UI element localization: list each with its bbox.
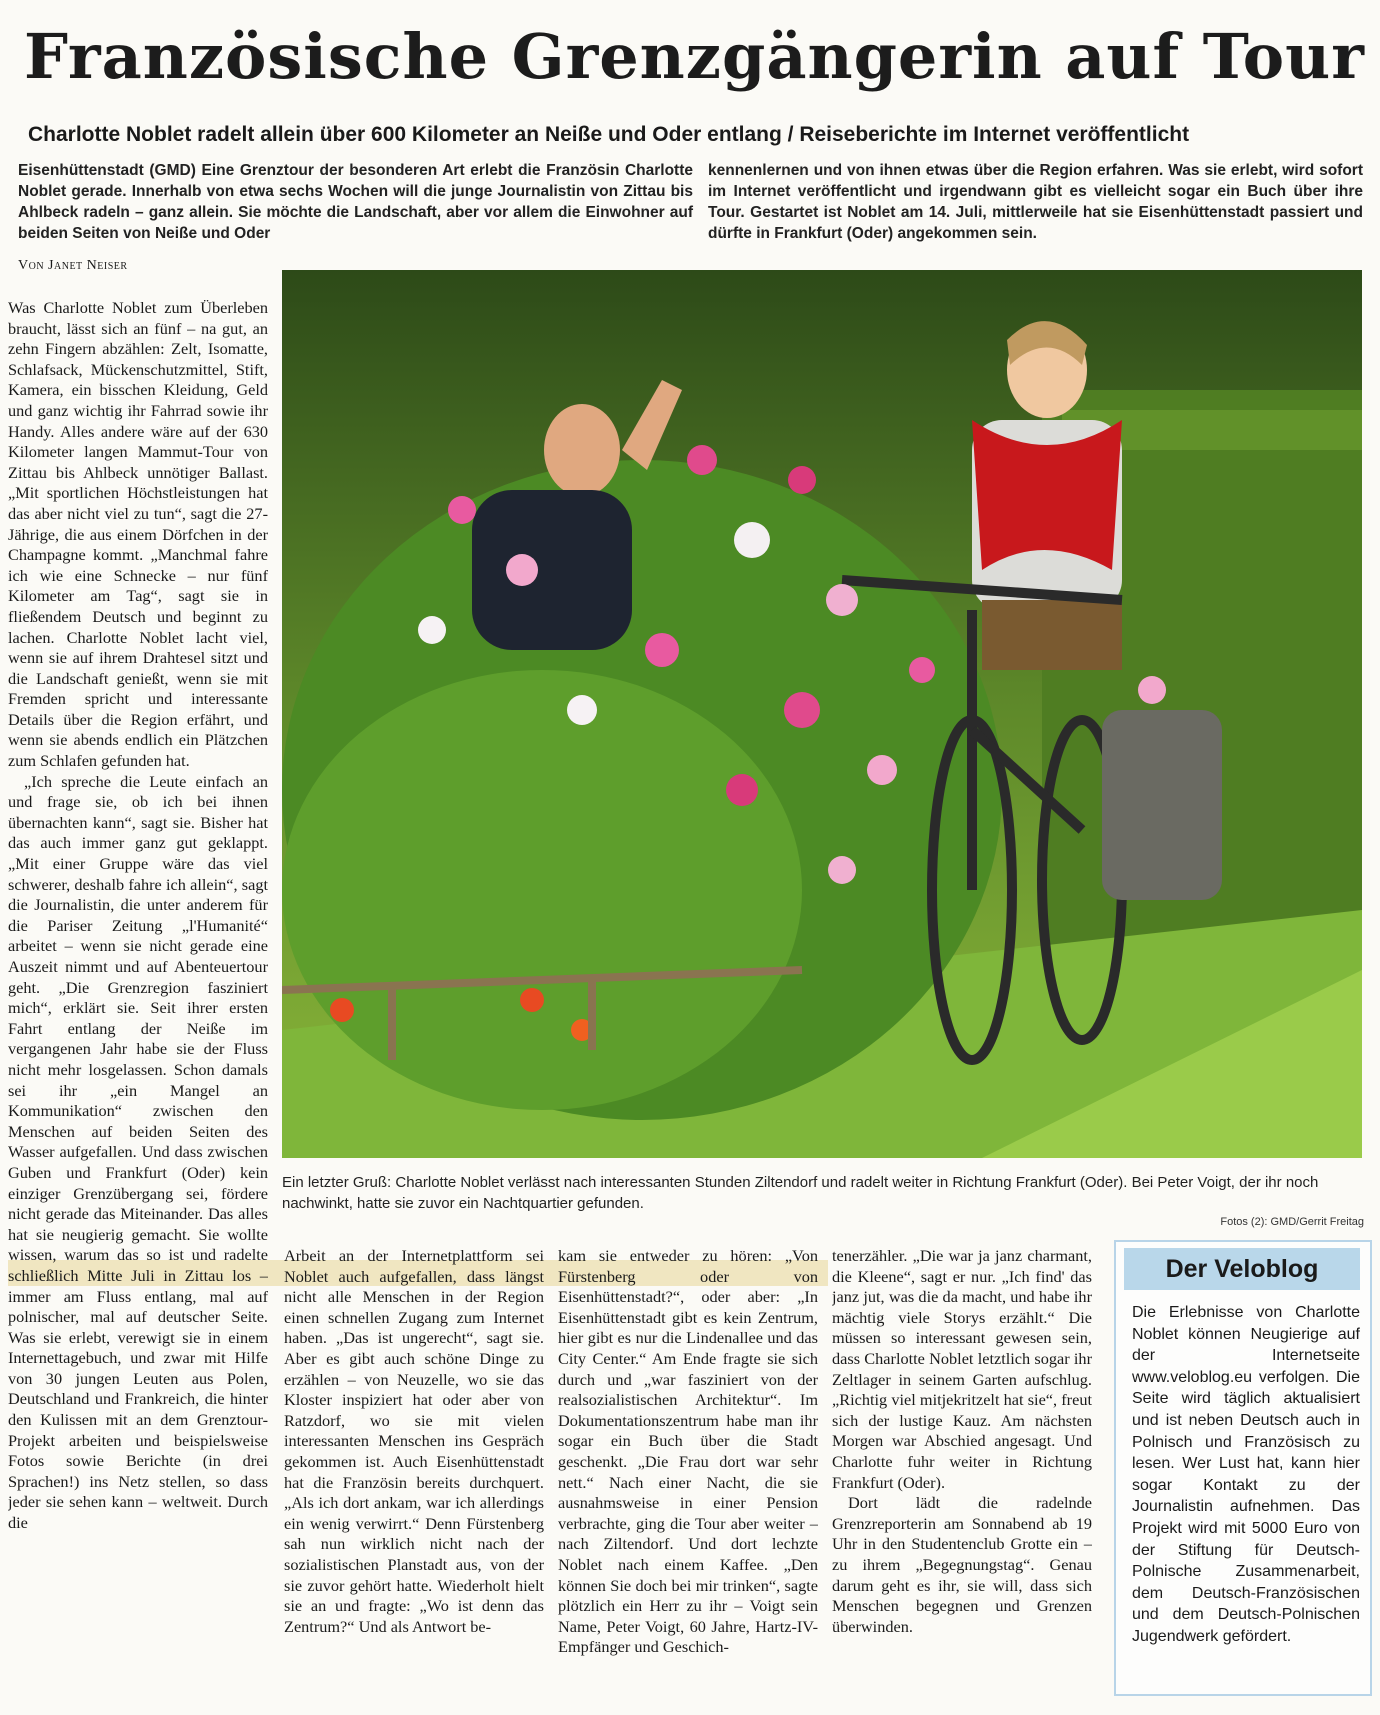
lead-paragraph-right: kennenlernen und von ihnen etwas über die Region erfahren. Was sie erlebt, wird sofort im Internet veröffentlicht und irgendwann gibt es vielleicht sogar ein Buch über ihre Tour. Gestartet ist Noblet am 14. Juli, mittlerweile hat sie Eisenhüttenstadt passiert und dürfte in Frankfurt (Oder) angekommen sein. — [708, 162, 1363, 242]
article-column-2 — [284, 1246, 544, 1711]
man-head — [544, 404, 620, 496]
photo-illustration — [282, 270, 1362, 1158]
article-column-1 — [8, 298, 268, 1708]
body-paragraph: Dort lädt die radelnde Grenzreporterin am Sonnabend ab 19 Uhr in den Studentenclub Grotte ein – zu ihrem „Begegnungstag“. Genau darum geht es ihr, sie will, dass sich Menschen begegnen und Grenzen überwinden. — [832, 1493, 1092, 1636]
body-paragraph: „Ich spreche die Leute einfach an und frage sie, ob ich bei ihnen übernachten kann“, sagt sie. Bisher hat das auch immer ganz gut geklappt. „Mit einer Gruppe wäre das viel schwerer, deshalb fahre ich allein“, sagt die Journalistin, die unter anderem für die Pariser Zeitung „l'Humanité“ arbeitet – wenn sie nicht gerade eine Auszeit nimmt und auf Abenteuertour geht. „Die Grenzregion fasziniert mich“, erklärt sie. Seit ihrer ersten Fahrt entlang der Neiße im vergangenen Jahr habe sie der Fluss nicht mehr losgelassen. Schon damals sei ihr „ein Mangel an Kommunikation“ zwischen den Menschen auf beiden Seiten des Wasser aufgefallen. Und dass zwischen Guben und Frankfurt (Oder) kein einziger Grenzübergang sei, fördere nicht gerade das Miteinander. Das alles hat sie neugierig gemacht. Sie wollte wissen, warum das so ist und radelte schließlich Mitte Juli in Zittau los – immer am Fluss entlang, mal auf polnischer, mal auf deutscher Seite. Was sie erlebt, verewigt sie in einem Internettagebuch, und zwar mit Hilfe von 30 jungen Leuten aus Polen, Deutschland und Frankreich, die hinter den Kulissen mit an dem Grenztour-Projekt arbeiten und beispielsweise Fotos sowie Berichte (in drei Sprachen!) ins Netz stellen, so dass jeder sie sehen kann – weltweit. Durch die — [8, 771, 268, 1533]
veloblog-title: Der Veloblog — [1124, 1248, 1360, 1290]
article-column-4 — [832, 1246, 1092, 1711]
article-column-3 — [558, 1246, 818, 1711]
saddle-bag — [1102, 710, 1222, 900]
subheadline: Charlotte Noblet radelt allein über 600 Kilometer an Neiße und Oder entlang / Reiseberichte im Internet veröffentlicht — [28, 123, 1190, 146]
byline: Von Janet Neiser — [18, 258, 128, 273]
body-paragraph: Arbeit an der Internetplattform sei Noblet auch aufgefallen, dass längst nicht alle Menschen in der Region einen schnellen Zugang zum Internet haben. „Das ist ungerecht“, sagt sie. Aber es gibt auch schöne Dinge zu erzählen – von Neuzelle, wo sie das Kloster inspiziert hat oder aber von Ratzdorf, wo sie mit vielen interessanten Menschen ins Gespräch gekommen ist. Auch Eisenhüttenstadt hat die Französin bereits durchquert. „Als ich dort ankam, war ich allerdings ein wenig verwirrt.“ Denn Fürstenberg sah nun wirklich nicht nach der sozialistischen Planstadt aus, von der sie zuvor gehört hatte. Wiederholt hielt sie an und fragte: „Wo ist denn das Zentrum?“ Und als Antwort be- — [284, 1246, 544, 1636]
body-paragraph: tenerzähler. „Die war ja janz charmant, die Kleene“, sagt er nur. „Ich find' das janz jut, was die da macht, und habe ihr mächtig viele Storys erzählt.“ Die müssen so interessant gewesen sein, dass Charlotte Noblet letztlich sogar ihr Zeltlager in seinem Garten aufschlug. „Richtig viel mitjekritzelt hat sie“, freut sich der lustige Kauz. Am nächsten Morgen war Abschied angesagt. Und Charlotte fuhr weiter in Richtung Frankfurt (Oder). — [832, 1246, 1092, 1492]
article-photo — [282, 270, 1362, 1158]
man-shirt — [472, 490, 632, 650]
veloblog-text: Die Erlebnisse von Charlotte Noblet können Neugierige auf der Internetseite www.veloblog.eu verfolgen. Die Seite wird täglich aktualisiert und ist neben Deutsch auch in Polnisch und Französisch zu lesen. Wer Lust hat, kann hier sogar Kontakt zu der Journalistin aufnehmen. Das Projekt wird mit 5000 Euro von der Stiftung für Deutsch-Polnische Zusammenarbeit, dem Deutsch-Französischen und dem Deutsch-Polnischen Jugendwerk gefördert. — [1132, 1304, 1360, 1645]
photo-caption: Ein letzter Gruß: Charlotte Noblet verlässt nach interessanten Stunden Ziltendorf und radelt weiter in Richtung Frankfurt (Oder). Bei Peter Voigt, der ihr noch nachwinkt, hatte sie zuvor ein Nachtquartier gefunden. — [282, 1174, 1319, 1212]
headline: Französische Grenzgängerin auf Tour — [24, 20, 1365, 93]
lead-paragraph-left: Eisenhüttenstadt (GMD) Eine Grenztour der besonderen Art erlebt die Französin Charlotte Noblet gerade. Innerhalb von etwa sechs Wochen will die junge Journalistin von Zittau bis Ahlbeck radeln – ganz allein. Sie möchte die Landschaft, aber vor allem die Einwohner auf beiden Seiten von Neiße und Oder — [18, 162, 693, 242]
body-paragraph: Was Charlotte Noblet zum Überleben braucht, lässt sich an fünf – na gut, an zehn Fingern abzählen: Zelt, Isomatte, Schlafsack, Mückenschutzmittel, Stift, Kamera, ein bisschen Kleidung, Geld und ganz wichtig ihr Fahrrad sowie ihr Handy. Alles andere wäre auf der 630 Kilometer langen Mammut-Tour von Zittau bis Ahlbeck unnötiger Ballast. „Mit sportlichen Höchstleistungen hat das aber nicht viel zu tun“, sagt die 27-Jährige, die aus einem Dörfchen in der Champagne kommt. „Manchmal fahre ich wie eine Schnecke – nur fünf Kilometer am Tag“, sagt sie in fließendem Deutsch und beginnt zu lachen. Charlotte Noblet lacht viel, wenn sie auf ihrem Drahtesel sitzt und die Landschaft genießt, wenn sie mit Fremden spricht und interessante Details über die Region erfährt, und wenn sie abends endlich ein Plätzchen zum Schlafen gefunden hat. — [8, 298, 268, 771]
body-paragraph: kam sie entweder zu hören: „Von Fürstenberg oder von Eisenhüttenstadt?“, oder aber: „In Eisenhüttenstadt gibt es kein Zentrum, hier gibt es nur die Lindenallee und das City Center.“ Am Ende fragte sie sich durch und „war fasziniert von der realsozialistischen Architektur“. Im Dokumentationszentrum habe man ihr sogar ein Buch über die Stadt geschenkt. „Die Frau dort war sehr nett.“ Nach einer Nacht, die sie ausnahmsweise in einer Pension verbrachte, ging die Tour aber weiter – nach Ziltendorf. Und dort lechzte Noblet nach einem Kaffee. „Den können Sie doch bei mir trinken“, sagte plötzlich ein Herr zu ihr – Voigt sein Name, Peter Voigt, 60 Jahre, Hartz-IV-Empfänger und Geschich- — [558, 1246, 818, 1657]
veloblog-box — [1114, 1240, 1372, 1696]
photo-credit: Fotos (2): GMD/Gerrit Freitag — [1220, 1216, 1364, 1228]
